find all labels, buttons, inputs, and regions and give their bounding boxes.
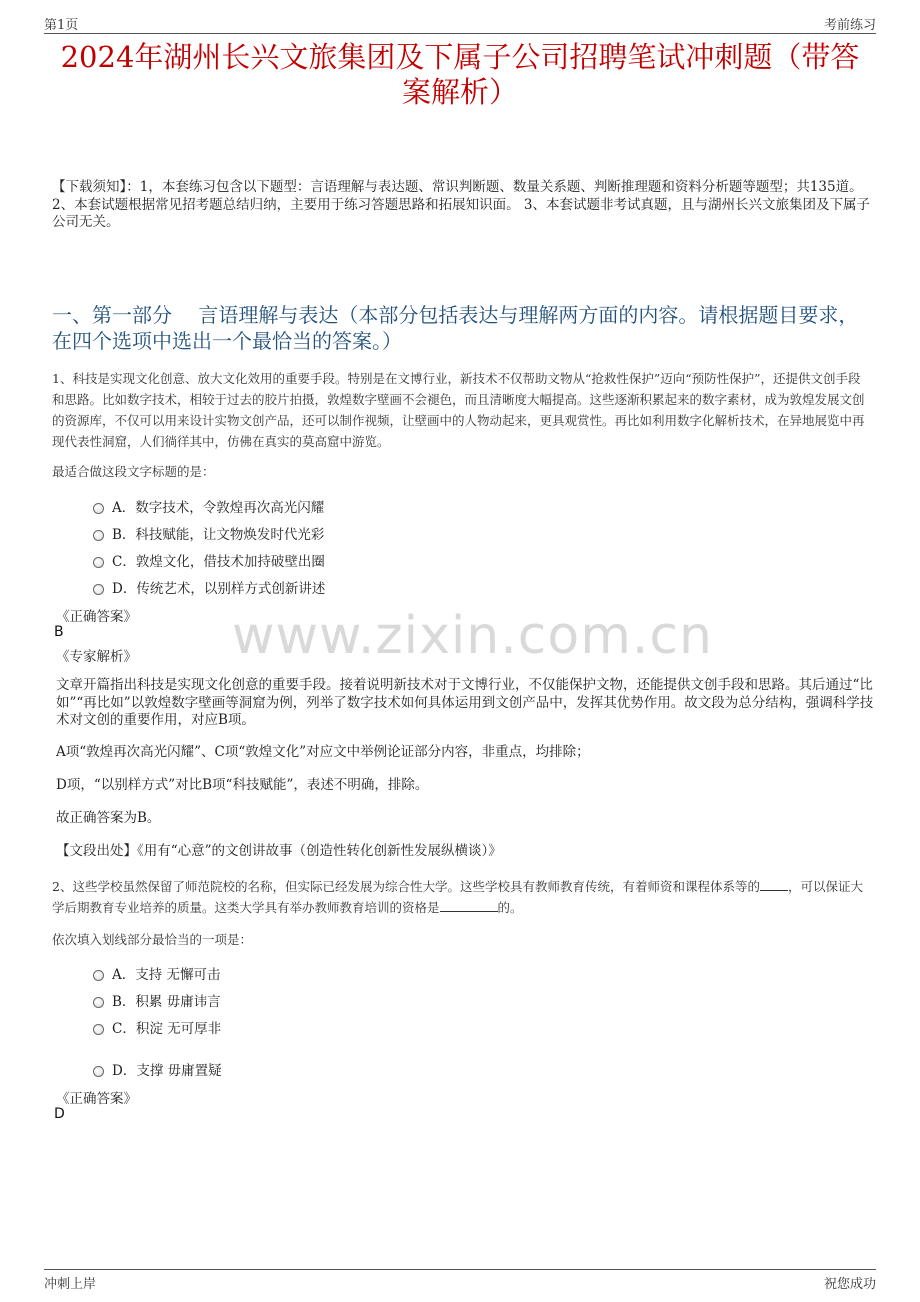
fill-blank-1 [760,878,788,891]
download-notice: 【下载须知】：1，本套练习包含以下题型：言语理解与表达题、常识判断题、数量关系题、判断推理题和资料分析题等题型；共135道。 2、本套试题根据常见招考题总结归纳，主要用于练习答题思路和拓展知识面。 3、本套试题非考试真题，且与湖州长兴文旅集团及下属子公司无关。 [52,179,870,230]
q2-answer: D [54,1106,65,1122]
footer-right: 祝您成功 [823,1277,876,1292]
footer-left: 冲刺上岸 [44,1277,97,1292]
radio-icon[interactable] [93,1066,104,1077]
q1-answer: B [54,624,64,640]
question-1-text: 1、科技是实现文化创意、放大文化效用的重要手段。特别是在文博行业，新技术不仅帮助文物从“抢救性保护”迈向“预防性保护”，还提供文创手段和思路。比如数字技术，相较于过去的胶片拍摄，敦煌数字壁画不会褪色，而且清晰度大幅提高。这些逐渐积累起来的数字素材，成为敦煌发展文创的资源库，不仅可以用来设计实物文创产品，还可以制作视频，让壁画中的人物动起来，更具观赏性。再比如利用数字化解析技术，在异地展览中再现代表性洞窟，人们徜徉其中，仿佛在真实的莫高窟中游览。 [52,371,865,449]
q1-analysis-main: 文章开篇指出科技是实现文化创意的重要手段。接着说明新技术对于文博行业，不仅能保护文物，还能提供文创手段和思路。其后通过“比如”“再比如”以敦煌数字壁画等洞窟为例，列举了数字技术如何具体运用到文创产品中，发挥其优势作用。故文段为总分结构，强调科学技术对文创的重要作用，对应B项。 [56,677,874,728]
q1-source: 【文段出处】《用有“心意”的文创讲故事（创造性转化创新性发展纵横谈）》 [56,843,502,859]
header-label: 考前练习 [823,18,876,33]
q1-answer-label: 《正确答案》 [56,609,137,625]
section-title: 一、第一部分 言语理解与表达（本部分包括表达与理解两方面的内容。请根据题目要求，在四个选项中选出一个最恰当的答案。） [52,303,859,353]
q1-option-b[interactable]: B．科技赋能，让文物焕发时代光彩 [93,523,324,543]
q2-option-b[interactable]: B．积累 毋庸讳言 [93,990,221,1010]
footer-divider [44,1269,876,1270]
q2-answer-label: 《正确答案》 [56,1091,137,1107]
q1-option-d[interactable]: D．传统艺术，以别样方式创新讲述 [93,577,325,597]
radio-icon[interactable] [93,970,104,981]
q1-conclusion: 故正确答案为B。 [56,810,161,826]
q2-option-c[interactable]: C．积淀 无可厚非 [93,1017,221,1037]
radio-icon[interactable] [93,557,104,568]
watermark: www.zixin.com.cn [232,606,713,666]
page-title: 2024年湖州长兴文旅集团及下属子公司招聘笔试冲刺题（带答 案解析） [60,40,860,109]
radio-icon[interactable] [93,997,104,1008]
q1-analysis-ac: A项“敦煌再次高光闪耀”、C项“敦煌文化”对应文中举例论证部分内容，非重点，均排除； [56,744,590,760]
fill-blank-2 [440,899,498,912]
q1-analysis-d: D项，“以别样方式”对比B项“科技赋能”，表述不明确，排除。 [56,777,429,793]
radio-icon[interactable] [93,503,104,514]
q1-analysis-label: 《专家解析》 [56,649,137,665]
question-2-prompt: 依次填入划线部分最恰当的一项是： [52,932,253,947]
radio-icon[interactable] [93,1024,104,1035]
page-number: 第1页 [44,18,79,33]
radio-icon[interactable] [93,584,104,595]
header-divider [44,33,876,34]
question-1-prompt: 最适合做这段文字标题的是： [52,464,215,479]
q1-option-a[interactable]: A．数字技术，令敦煌再次高光闪耀 [93,496,324,516]
q1-option-c[interactable]: C．敦煌文化，借技术加持破壁出圈 [93,550,325,570]
q2-option-a[interactable]: A．支持 无懈可击 [93,963,221,983]
radio-icon[interactable] [93,530,104,541]
question-2-text: 2、这些学校虽然保留了师范院校的名称，但实际已经发展为综合性大学。这些学校具有教师教育传统，有着师资和课程体系等的 ，可以保证大学后期教育专业培养的质量。这类大学具有举办教师教育培训的资格是 的。 [52,879,863,915]
q2-option-d[interactable]: D．支撑 毋庸置疑 [93,1059,222,1079]
